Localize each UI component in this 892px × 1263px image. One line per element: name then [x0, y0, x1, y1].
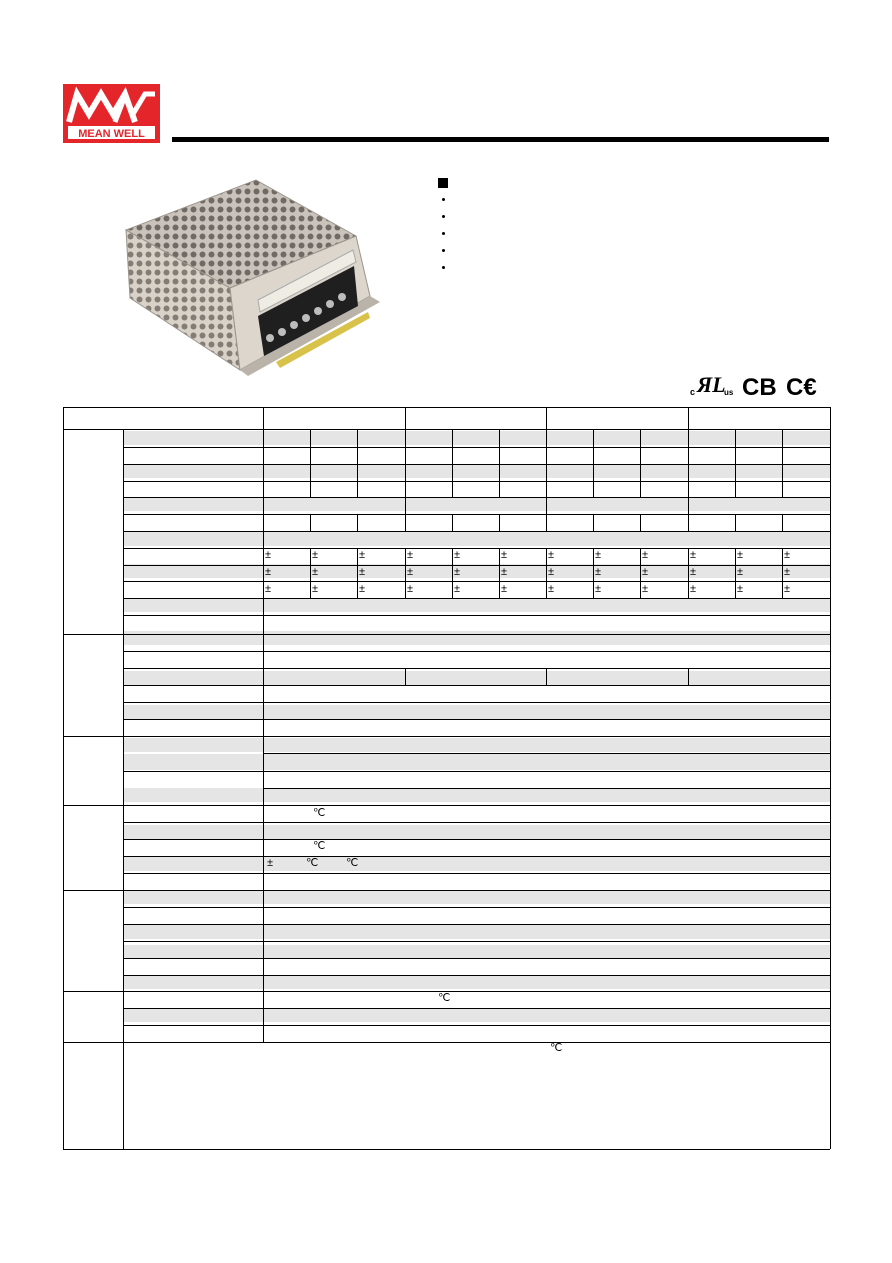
- table-row-shading: [123, 1008, 830, 1022]
- table-rule: [123, 822, 830, 823]
- plus-minus-glyph: ±: [501, 583, 508, 595]
- table-rule: [263, 429, 264, 634]
- table-rule: [735, 514, 736, 531]
- table-row-shading: [123, 671, 830, 685]
- table-row-shading: [123, 925, 830, 939]
- table-rule: [63, 407, 830, 408]
- plus-minus-glyph: ±: [595, 566, 602, 578]
- table-rule: [405, 668, 406, 685]
- table-rule: [357, 548, 358, 598]
- svg-text:us: us: [724, 388, 734, 397]
- table-rule: [593, 429, 594, 497]
- table-rule: [688, 548, 689, 598]
- plus-minus-glyph: ±: [690, 549, 697, 561]
- plus-minus-glyph: ±: [737, 549, 744, 561]
- table-rule: [123, 1008, 830, 1009]
- table-row-shading: [123, 705, 830, 719]
- svg-text:MEAN WELL: MEAN WELL: [78, 128, 145, 140]
- feature-bullet: [442, 249, 445, 252]
- table-rule: [123, 531, 830, 532]
- table-rule: [263, 788, 830, 789]
- plus-minus-glyph: ±: [784, 583, 791, 595]
- features-heading-marker: [438, 178, 448, 188]
- table-rule: [688, 407, 689, 429]
- table-row-shading: [123, 464, 830, 478]
- table-rule: [263, 805, 264, 890]
- feature-bullet: [442, 232, 445, 235]
- table-rule: [310, 548, 311, 598]
- table-rule: [310, 514, 311, 531]
- plus-minus-glyph: ±: [642, 566, 649, 578]
- plus-minus-glyph: ±: [548, 583, 555, 595]
- table-rule: [499, 514, 500, 531]
- table-rule: [499, 548, 500, 598]
- plus-minus-glyph: ±: [548, 549, 555, 561]
- title-rule: [172, 137, 829, 142]
- symbol-glyph: ℃: [550, 1042, 563, 1054]
- table-rule: [735, 548, 736, 598]
- table-rule: [123, 548, 830, 549]
- table-rule: [357, 514, 358, 531]
- table-rule: [123, 429, 124, 1149]
- table-rule: [123, 464, 830, 465]
- table-rule: [123, 702, 830, 703]
- symbol-glyph: ±: [267, 857, 274, 869]
- svg-text:ЯL: ЯL: [697, 373, 726, 397]
- table-rule: [123, 598, 830, 599]
- table-row-shading: [123, 497, 830, 511]
- table-rule: [123, 771, 830, 772]
- table-rule: [499, 429, 500, 497]
- plus-minus-glyph: ±: [784, 566, 791, 578]
- table-rule: [123, 839, 830, 840]
- table-rule: [123, 941, 830, 942]
- table-rule: [546, 407, 547, 429]
- table-rule: [123, 975, 830, 976]
- table-rule: [63, 429, 830, 430]
- plus-minus-glyph: ±: [265, 566, 272, 578]
- table-rule: [123, 873, 830, 874]
- plus-minus-glyph: ±: [642, 549, 649, 561]
- table-rule: [123, 447, 830, 448]
- table-rule: [782, 429, 783, 497]
- table-rule: [688, 429, 689, 531]
- table-row-shading: [123, 788, 830, 802]
- svg-text:CB: CB: [742, 374, 777, 399]
- table-rule: [405, 407, 406, 429]
- table-rule: [123, 685, 830, 686]
- plus-minus-glyph: ±: [595, 583, 602, 595]
- table-rule: [123, 719, 830, 720]
- table-rule: [640, 429, 641, 497]
- plus-minus-glyph: ±: [595, 549, 602, 561]
- feature-bullet: [442, 215, 445, 218]
- symbol-glyph: ℃: [346, 857, 359, 869]
- table-rule: [123, 651, 830, 652]
- spec-table: [63, 407, 830, 1149]
- symbol-glyph: ℃: [313, 840, 326, 852]
- table-rule: [830, 407, 831, 1149]
- table-row-shading: [123, 945, 830, 959]
- table-rule: [123, 1025, 830, 1026]
- plus-minus-glyph: ±: [642, 583, 649, 595]
- plus-minus-glyph: ±: [359, 583, 366, 595]
- table-rule: [593, 514, 594, 531]
- table-rule: [782, 548, 783, 598]
- plus-minus-glyph: ±: [454, 566, 461, 578]
- table-rule: [263, 634, 264, 736]
- table-rule: [123, 907, 830, 908]
- svg-text:c: c: [690, 387, 696, 397]
- table-rule: [452, 514, 453, 531]
- plus-minus-glyph: ±: [784, 549, 791, 561]
- table-rule: [546, 668, 547, 685]
- table-rule: [63, 1042, 830, 1043]
- table-rule: [123, 958, 830, 959]
- table-rule: [123, 514, 830, 515]
- table-rule: [310, 429, 311, 497]
- table-rule: [63, 407, 64, 1149]
- plus-minus-glyph: ±: [265, 549, 272, 561]
- table-rule: [123, 481, 830, 482]
- table-rule: [452, 429, 453, 497]
- table-rule: [123, 856, 830, 857]
- symbol-glyph: ℃: [313, 807, 326, 819]
- mean-well-logo: [63, 84, 160, 143]
- table-row-shading: [123, 975, 830, 989]
- table-rule: [735, 429, 736, 497]
- table-rule: [688, 668, 689, 685]
- plus-minus-glyph: ±: [312, 566, 319, 578]
- symbol-glyph: ℃: [306, 857, 319, 869]
- table-rule: [593, 548, 594, 598]
- table-rule: [263, 753, 830, 754]
- plus-minus-glyph: ±: [359, 549, 366, 561]
- table-rule: [123, 924, 830, 925]
- table-rule: [405, 548, 406, 598]
- table-rule: [782, 514, 783, 531]
- plus-minus-glyph: ±: [407, 549, 414, 561]
- plus-minus-glyph: ±: [454, 583, 461, 595]
- table-rule: [123, 668, 830, 669]
- table-row-shading: [123, 532, 830, 546]
- table-rule: [263, 736, 264, 805]
- symbol-glyph: ℃: [438, 992, 451, 1004]
- table-row-shading: [123, 431, 830, 445]
- plus-minus-glyph: ±: [737, 583, 744, 595]
- table-rule: [263, 991, 264, 1042]
- plus-minus-glyph: ±: [501, 566, 508, 578]
- table-rule: [640, 548, 641, 598]
- table-rule: [263, 890, 264, 991]
- table-rule: [546, 429, 547, 531]
- table-row-shading: [123, 738, 830, 752]
- feature-bullet: [442, 198, 445, 201]
- table-rule: [452, 548, 453, 598]
- plus-minus-glyph: ±: [454, 549, 461, 561]
- table-rule: [640, 514, 641, 531]
- table-rule: [123, 581, 830, 582]
- certification-marks: [688, 373, 828, 399]
- plus-minus-glyph: ±: [501, 549, 508, 561]
- table-rule: [357, 429, 358, 497]
- plus-minus-glyph: ±: [407, 583, 414, 595]
- table-row-shading: [123, 598, 830, 612]
- table-rule: [546, 548, 547, 598]
- feature-bullet: [442, 266, 445, 269]
- table-row-shading: [123, 564, 830, 578]
- product-photo: [108, 178, 390, 378]
- plus-minus-glyph: ±: [312, 549, 319, 561]
- table-rule: [63, 736, 830, 737]
- table-rule: [63, 805, 830, 806]
- plus-minus-glyph: ±: [690, 566, 697, 578]
- plus-minus-glyph: ±: [548, 566, 555, 578]
- plus-minus-glyph: ±: [407, 566, 414, 578]
- table-rule: [63, 1149, 830, 1150]
- table-row-shading: [123, 890, 830, 904]
- table-row-shading: [123, 825, 830, 839]
- table-rule: [123, 565, 830, 566]
- table-rule: [405, 429, 406, 531]
- plus-minus-glyph: ±: [265, 583, 272, 595]
- table-rule: [123, 497, 830, 498]
- table-rule: [63, 634, 830, 635]
- plus-minus-glyph: ±: [359, 566, 366, 578]
- svg-text:C€: C€: [786, 374, 817, 399]
- table-row-shading: [123, 857, 830, 871]
- plus-minus-glyph: ±: [737, 566, 744, 578]
- table-rule: [123, 615, 830, 616]
- plus-minus-glyph: ±: [312, 583, 319, 595]
- table-row-shading: [123, 754, 830, 770]
- table-rule: [263, 407, 264, 429]
- plus-minus-glyph: ±: [690, 583, 697, 595]
- table-rule: [63, 890, 830, 891]
